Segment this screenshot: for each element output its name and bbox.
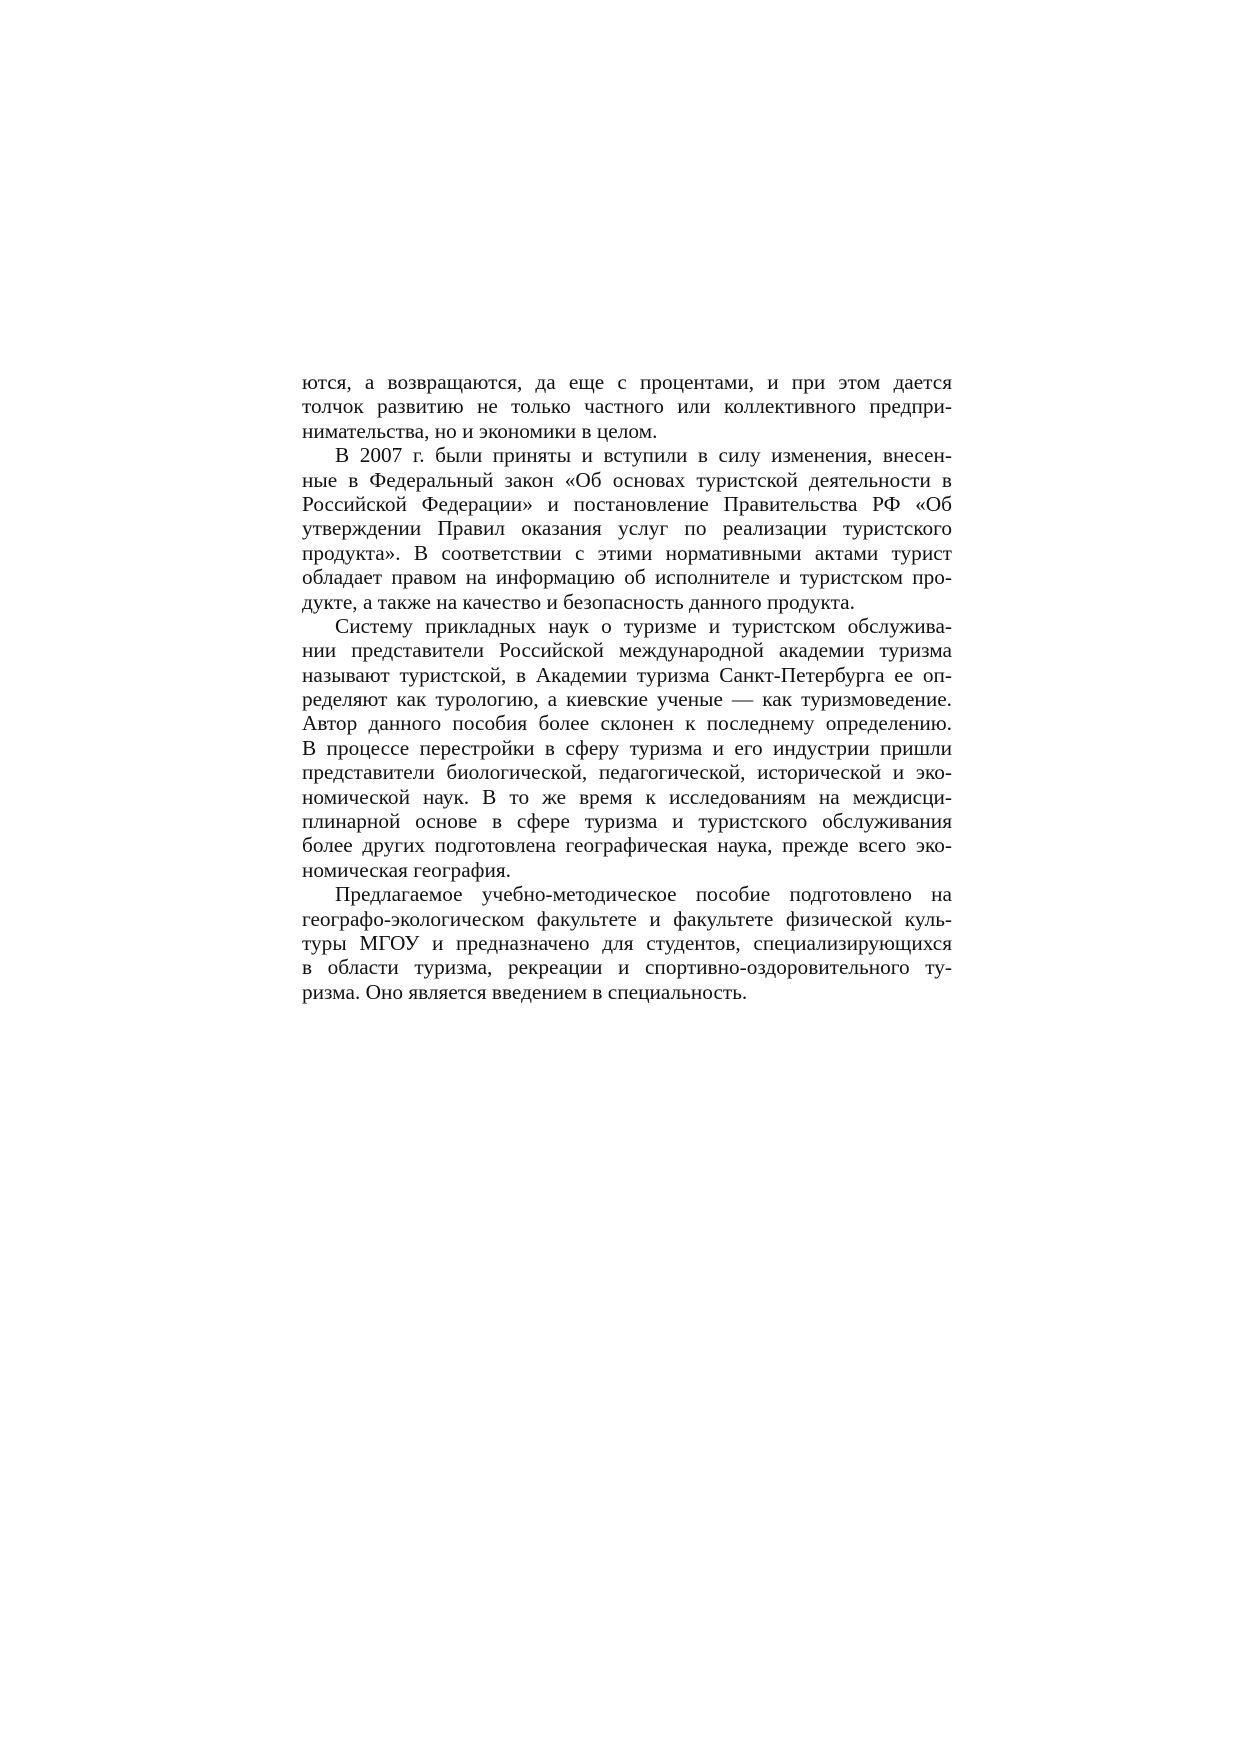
text-line: дукте, а также на качество и безопасность данного продукта. — [302, 589, 855, 614]
text-line: Систему прикладных наук о туризме и туристском обслужива- — [335, 613, 952, 638]
text-line: номической наук. В то же время к исследованиям на междисци- — [302, 784, 952, 809]
text-line: представители биологической, педагогической, исторической и эко- — [302, 760, 952, 785]
text-line: ются, а возвращаются, да еще с процентами, и при этом дается — [302, 370, 952, 394]
paragraph-3 — [302, 614, 952, 882]
text-line: обладает правом на информацию об исполнителе и туристском про- — [302, 565, 952, 590]
text-line: Предлагаемое учебно-методическое пособие подготовлено на — [335, 882, 952, 907]
text-line: Автор данного пособия более склонен к последнему определению. — [302, 711, 952, 736]
text-line: В 2007 г. были приняты и вступили в силу изменения, внесен- — [335, 443, 952, 468]
text-line: называют туристской, в Академии туризма Санкт-Петербурга ее оп- — [302, 662, 952, 687]
text-line: номическая география. — [302, 857, 511, 882]
text-line: более других подготовлена географическая наука, прежде всего эко- — [302, 833, 952, 858]
text-line: Российской Федерации» и постановление Правительства РФ «Об — [302, 491, 952, 516]
paragraph-1 — [302, 370, 952, 443]
text-line: продукта». В соответствии с этими нормативными актами турист — [302, 540, 952, 565]
text-line: В процессе перестройки в сферу туризма и его индустрии пришли — [302, 735, 952, 760]
text-line: ризма. Оно является введением в специальность. — [302, 979, 748, 1004]
text-line: нии представители Российской международной академии туризма — [302, 638, 952, 663]
body-text — [302, 370, 952, 1004]
text-line: толчок развитию не только частного или коллективного предпри- — [302, 394, 952, 419]
paragraph-4 — [302, 882, 952, 1004]
paragraph-2 — [302, 443, 952, 614]
text-line: плинарной основе в сфере туризма и туристского обслуживания — [302, 809, 952, 834]
text-line: нимательства, но и экономики в целом. — [302, 418, 658, 443]
text-line: туры МГОУ и предназначено для студентов, специализирующихся — [302, 930, 952, 955]
text-line: в области туризма, рекреации и спортивно-оздоровительного ту- — [302, 955, 952, 980]
text-line: ределяют как турологию, а киевские ученые — как туризмоведение. — [302, 687, 952, 712]
text-line: утверждении Правил оказания услуг по реализации туристского — [302, 516, 952, 541]
text-line: ные в Федеральный закон «Об основах туристской деятельности в — [302, 467, 952, 492]
text-line: географо-экологическом факультете и факультете физической куль- — [302, 906, 952, 931]
